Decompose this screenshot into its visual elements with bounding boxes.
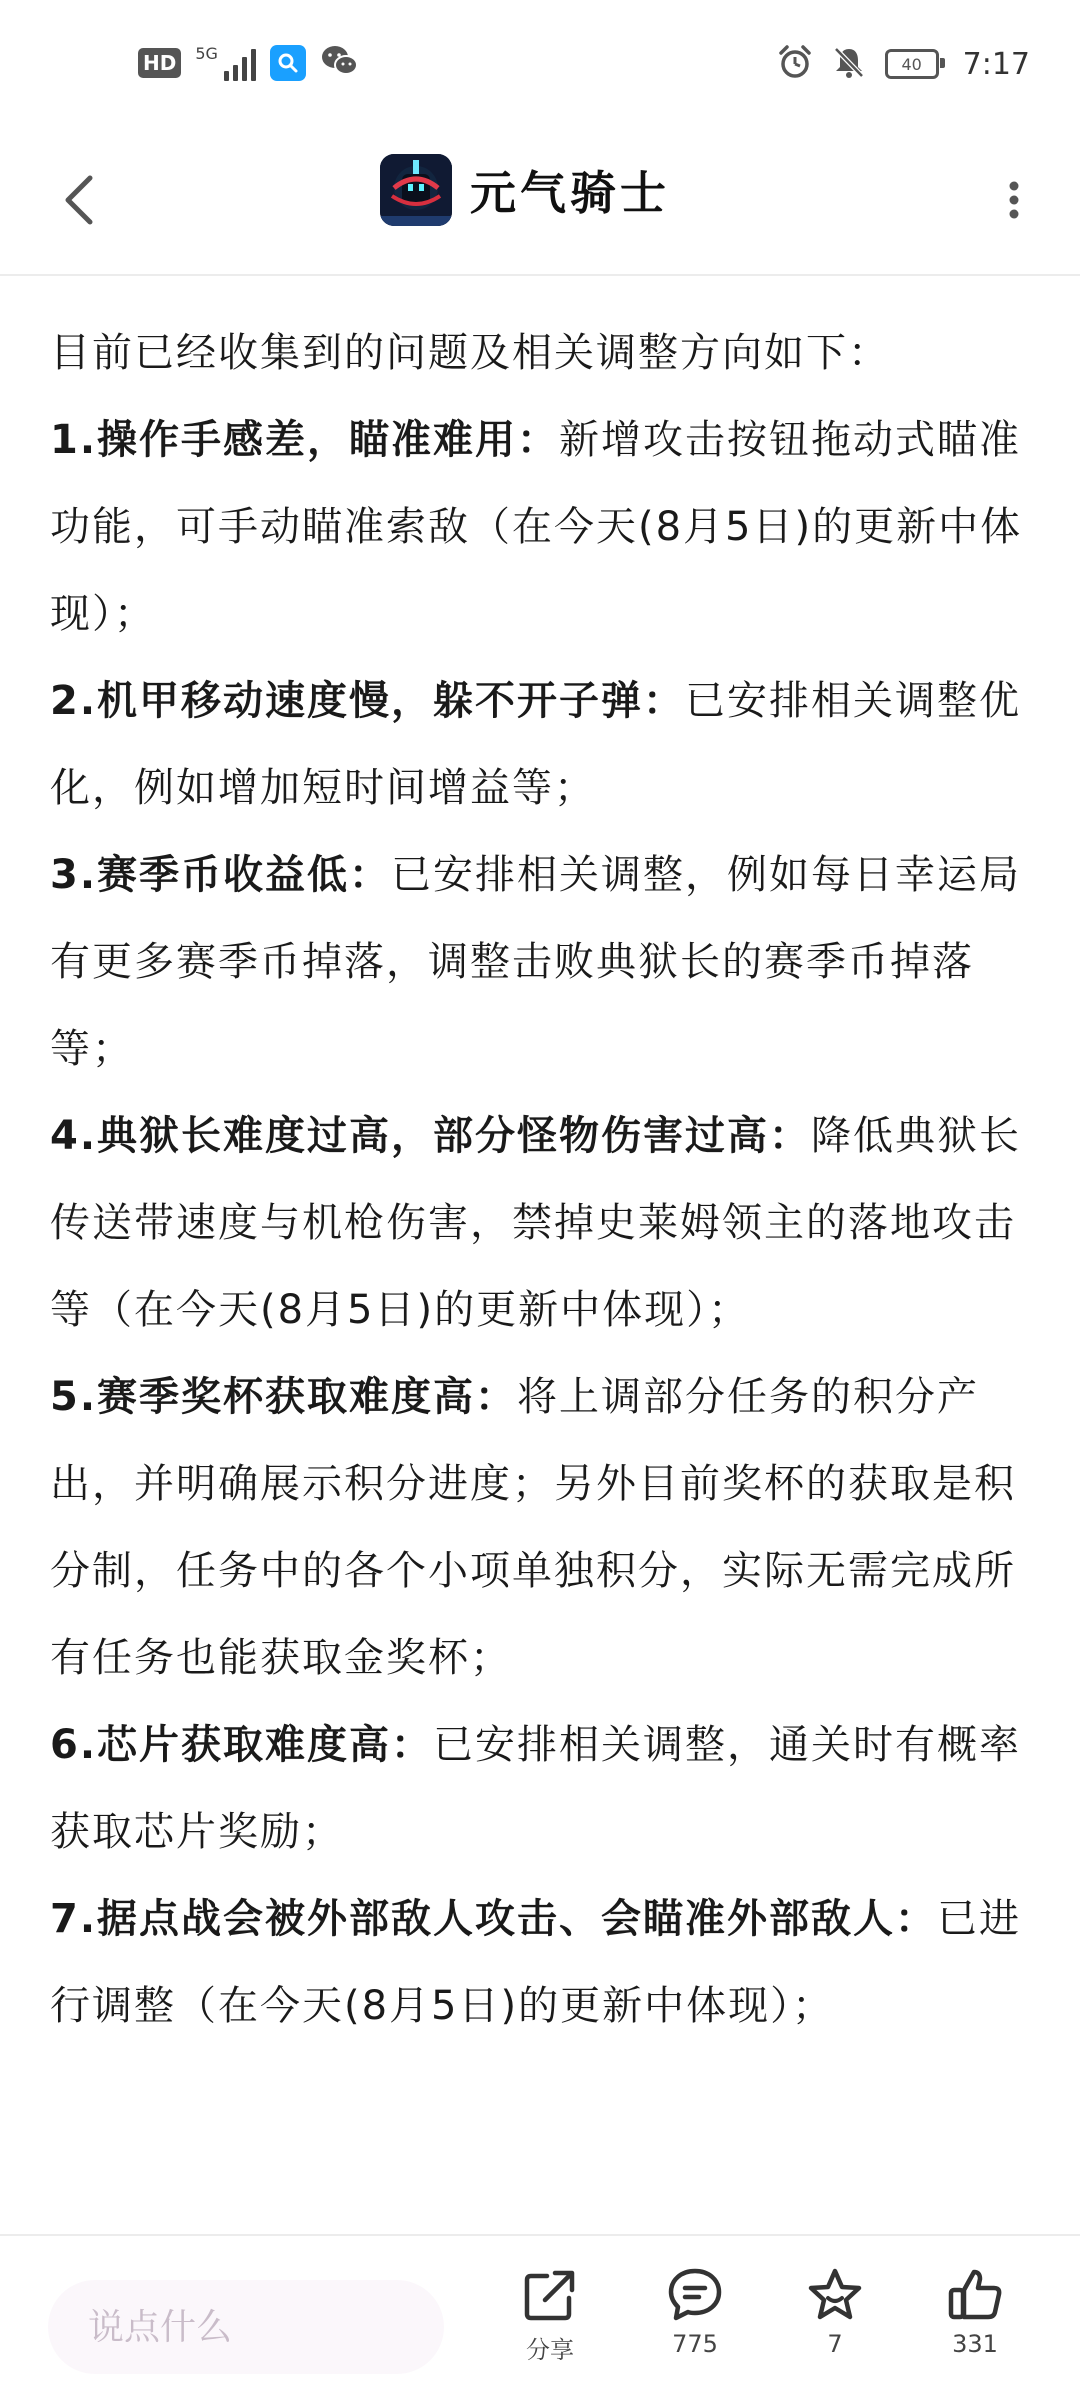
article-item (50, 832, 1040, 1093)
article-item (50, 658, 1040, 832)
item-body: 已进行调整（在今天(8月5日)的更新中体现）； (50, 1896, 1022, 2029)
status-bar-left (138, 44, 360, 82)
article-body (50, 310, 1040, 2050)
battery-level: 40 (901, 54, 922, 74)
item-body: 已安排相关调整，例如每日幸运局有更多赛季币掉落，调整击败典狱长的赛季币掉落等； (50, 852, 1022, 1072)
article-item (50, 397, 1040, 658)
share-button[interactable] (495, 2266, 605, 2365)
item-title: 6.芯片获取难度高： (50, 1722, 434, 1768)
item-title: 4.典狱长难度过高，部分怪物伤害过高： (50, 1113, 812, 1159)
like-button[interactable] (920, 2266, 1030, 2358)
item-title: 1.操作手感差，瞄准难用： (50, 417, 560, 463)
item-body: 将上调部分任务的积分产出，并明确展示积分进度；另外目前奖杯的获取是积分制，任务中的各个小项单独积分，实际无需完成所有任务也能获取金奖杯； (50, 1374, 1016, 1681)
battery-icon (885, 49, 939, 79)
search-app-icon (270, 45, 306, 81)
favorite-count: 7 (827, 2330, 843, 2358)
share-label: 分享 (526, 2336, 574, 2364)
article-item (50, 1702, 1040, 1876)
comment-input[interactable] (48, 2280, 444, 2374)
item-title: 3.赛季币收益低： (50, 852, 392, 898)
item-body: 新增攻击按钮拖动式瞄准功能，可手动瞄准索敌（在今天(8月5日)的更新中体现）； (50, 417, 1023, 637)
item-body: 已安排相关调整优化，例如增加短时间增益等； (50, 678, 1022, 811)
article-item (50, 1093, 1040, 1354)
network-type: 5G (195, 44, 218, 63)
star-icon (806, 2266, 864, 2324)
item-body: 降低典狱长传送带速度与机枪伤害，禁掉史莱姆领主的落地攻击等（在今天(8月5日)的更新中体现）； (50, 1113, 1022, 1333)
comment-count: 775 (672, 2330, 718, 2358)
back-button[interactable] (40, 160, 120, 240)
top-app-bar (0, 130, 1080, 276)
wechat-icon (320, 44, 360, 82)
thumbs-up-icon (946, 2266, 1004, 2324)
chevron-left-icon (60, 172, 100, 228)
item-title: 7.据点战会被外部敌人攻击、会瞄准外部敌人： (50, 1896, 938, 1942)
article-intro: 目前已经收集到的问题及相关调整方向如下： (50, 330, 890, 376)
article-item (50, 1354, 1040, 1702)
comment-button[interactable] (640, 2266, 750, 2358)
article-item (50, 1876, 1040, 2050)
clock: 7:17 (962, 46, 1030, 82)
status-bar (0, 0, 1080, 130)
more-options-button[interactable] (974, 160, 1054, 240)
game-logo-icon (380, 154, 452, 226)
signal-icon (195, 45, 256, 81)
more-vertical-icon (1008, 180, 1020, 220)
item-title: 2.机甲移动速度慢，躲不开子弹： (50, 678, 686, 724)
mute-bell-icon (831, 44, 867, 84)
item-body: 已安排相关调整，通关时有概率获取芯片奖励； (50, 1722, 1022, 1855)
share-icon (521, 2266, 579, 2324)
hd-badge: HD (138, 48, 181, 78)
alarm-icon (777, 44, 813, 84)
title-group[interactable] (380, 154, 670, 226)
favorite-button[interactable] (780, 2266, 890, 2358)
status-bar-right (777, 44, 1030, 84)
page-title: 元气骑士 (470, 166, 670, 220)
item-title: 5.赛季奖杯获取难度高： (50, 1374, 518, 1420)
bottom-action-bar (0, 2234, 1080, 2402)
comment-icon (666, 2266, 724, 2324)
like-count: 331 (952, 2330, 998, 2358)
